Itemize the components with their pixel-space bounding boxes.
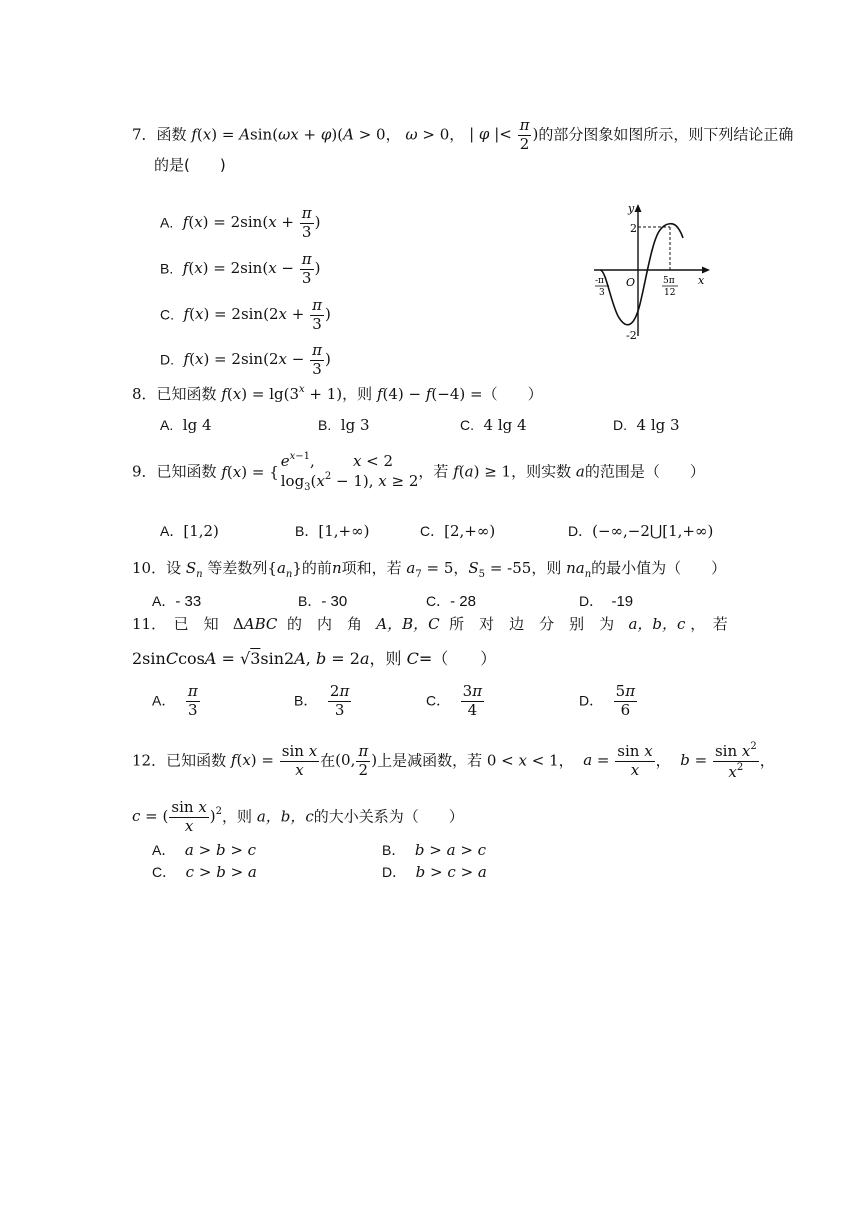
q7-option-b-formula: f(x) = 2sin(x − $\frac{\pi}{3}$ ) — [182, 250, 321, 287]
q10-line: 10．设 $S_n$ 等差数列$\{a_n\}$的前n项和，若 $a_7 = 5$，$S_5 = -55$，则 $na_n$的最小值为（ ） — [132, 559, 727, 580]
graph-y-label: y — [628, 202, 635, 215]
q10-nan: $na_n$ — [566, 559, 592, 580]
graph-min-label: -2 — [626, 329, 637, 342]
q7-line-1: 7．函数 f(x) = Asin(ωx + φ)(A > 0， ω > 0， | φ |< $\frac{\pi}{2}$ )的部分图象如图所示，则下列结论正确 — [132, 116, 794, 153]
q12-option-b: B． b > a > c — [382, 841, 487, 859]
q11-sides: a，b，c — [628, 615, 686, 633]
q12-option-d-value: b > c > a — [415, 863, 487, 881]
q12-option-c-value: c > b > a — [185, 863, 257, 881]
q7-option-c-formula: f(x) = 2sin(2x + $\frac{\pi}{3}$ ) — [183, 296, 331, 333]
q8-option-b: B. lg 3 — [318, 416, 370, 434]
q8-line: 8．已知函数 $f(x) = \lg(3^x + 1)$，则 f(4) − f(−4) =（ ） — [132, 384, 543, 403]
q7-option-a: A. f(x) = 2sin(x + $\frac{\pi}{3}$ ) — [160, 204, 321, 241]
graph-x-arrow — [702, 267, 710, 274]
q12-line-2: c = ( $\frac{\text{sin x}}{x}$ )$^2$，则 a，b，c的大小关系为（ ） — [132, 798, 464, 835]
q7-phi-condition: | φ |< $\frac{\pi}{2}$ ) — [469, 116, 539, 153]
q10-sn: $S_n$ — [185, 559, 203, 580]
q7-text-1: 函数 — [156, 125, 187, 144]
q12-c-def: c = ( $\frac{\text{sin x}}{x}$ )$^2$ — [132, 798, 223, 835]
q7-option-b: B. f(x) = 2sin(x − $\frac{\pi}{3}$ ) — [160, 250, 321, 287]
q8-option-d: D. 4 lg 3 — [613, 416, 680, 434]
q9-option-d: D．(−∞,−2⋃[1,+∞) — [568, 522, 714, 540]
q7-text-4: 的部分图象如图所示，则下列结论正确 — [538, 125, 794, 144]
q11-option-c: C． $\frac{3\pi}{4}$ — [426, 682, 483, 719]
q8-option-a: A. lg 4 — [160, 416, 212, 434]
q9-option-b: B．[1,+∞) — [295, 522, 370, 540]
graph-right-tick-den: 12 — [664, 288, 676, 298]
q12-line-1: 12．已知函数 f(x) = $\frac{\text{sin x}}{x}$ 在(0, $\frac{\pi}{2}$ )上是减函数，若 0 < x < 1， a = $\frac{\text{sin x}}{x}$ ， b = $\frac{\sin x^2}{x^2}$ ， — [132, 741, 775, 781]
q7-option-d: D. f(x) = 2sin(2x − $\frac{\pi}{3}$ ) — [160, 341, 331, 378]
q10-option-b: B．- 30 — [298, 593, 348, 610]
q11-equation: 2sinCcosA = √3sin2A, b = 2a — [132, 649, 370, 668]
graph-max-label: 2 — [630, 222, 637, 235]
q8-expression: f(4) − f(−4) = — [376, 385, 483, 403]
graph-y-arrow — [635, 204, 642, 212]
q11-triangle: ΔABC — [232, 615, 278, 633]
q11-angles: A，B，C — [376, 615, 440, 633]
q7-option-a-formula: f(x) = 2sin(x + $\frac{\pi}{3}$ ) — [182, 204, 321, 241]
q9-number: 9． — [132, 462, 157, 481]
q12-variables: a，b，c — [256, 807, 314, 826]
q10-number: 10． — [132, 559, 167, 577]
q12-option-a-value: a > b > c — [184, 841, 257, 859]
q12-a-def: a = $\frac{\text{sin x}}{x}$ — [583, 742, 653, 779]
q9-piecewise-function: f ( x ) = { $e^{x-1}$, x < 2 $\log_3(x^2 - 1)$, x ≥ 2 — [221, 451, 419, 493]
q12-option-d: D． b > c > a — [382, 863, 487, 881]
q12-number: 12． — [132, 751, 167, 770]
q12-function-formula: f(x) = $\frac{\text{sin x}}{x}$ — [230, 742, 318, 779]
q9-option-c: C．[2,+∞) — [420, 522, 496, 540]
q11-option-d: D． $\frac{5\pi}{6}$ — [579, 682, 636, 719]
graph-x-label: x — [698, 274, 705, 287]
q10-conditions: $a_7 = 5$，$S_5 = -55$ — [406, 559, 532, 580]
q12-interval: (0, $\frac{\pi}{2}$ ) — [335, 742, 378, 779]
q11-option-b: B． $\frac{2\pi}{3}$ — [294, 682, 350, 719]
graph-left-tick-num: -π — [595, 276, 604, 286]
q9-condition: f(a) ≥ 1 — [453, 462, 512, 481]
graph-sine-curve — [600, 224, 683, 325]
q8-function-formula: $f(x) = \lg(3^x + 1)$ — [221, 384, 343, 403]
q7-omega-condition: ω > 0 — [405, 125, 450, 144]
q7-line-2: 的是( ) — [154, 156, 226, 174]
q12-b-def: b = $\frac{\sin x^2}{x^2}$ — [680, 741, 757, 781]
q11-line-1: 11． 已 知 ΔABC 的 内 角 A，B，C 所 对 边 分 别 为 a，b，c ， 若 — [132, 615, 728, 633]
q7-function-formula: f(x) = Asin(ωx + φ)(A > 0 — [191, 125, 386, 144]
graph-origin-label: O — [626, 276, 636, 289]
q10-option-a: A．- 33 — [152, 593, 202, 610]
q9-line: 9．已知函数 f ( x ) = { $e^{x-1}$, x < 2 $\log_3(x^2 - 1)$, x ≥ 2 ，若 f(a) ≥ 1，则实数 a的范围是（ ） — [132, 451, 705, 493]
q7-number: 7． — [132, 125, 157, 144]
q10-n: n — [331, 559, 342, 577]
q11-option-a: A． $\frac{\pi}{3}$ — [152, 682, 198, 719]
q12-option-a: A． a > b > c — [152, 841, 257, 859]
q9-option-a: A．[1,2) — [160, 522, 219, 540]
q10-option-d: D． -19 — [579, 593, 634, 610]
q12-x-range: 0 < x < 1 — [486, 751, 559, 770]
q7-option-d-formula: f(x) = 2sin(2x − $\frac{\pi}{3}$ ) — [183, 341, 331, 378]
q7-sine-graph — [592, 200, 722, 342]
q10-sequence: $\{a_n\}$ — [267, 559, 302, 580]
q12-option-b-value: b > a > c — [414, 841, 487, 859]
q11-line-2: 2sinCcosA = √3sin2A, b = 2a，则 C=（ ） — [132, 649, 497, 668]
q9-variable-a: a — [575, 462, 585, 481]
q8-number: 8． — [132, 385, 157, 403]
q11-number: 11 — [132, 615, 152, 633]
q10-option-c: C．- 28 — [426, 593, 476, 610]
graph-right-tick-num: 5π — [663, 276, 675, 286]
q8-option-c: C. 4 lg 4 — [460, 416, 527, 434]
graph-left-tick-den: 3 — [599, 288, 605, 298]
q7-option-c: C. f(x) = 2sin(2x + $\frac{\pi}{3}$ ) — [160, 296, 331, 333]
q12-option-c: C． c > b > a — [152, 863, 257, 881]
q11-target-c: C — [406, 649, 419, 668]
